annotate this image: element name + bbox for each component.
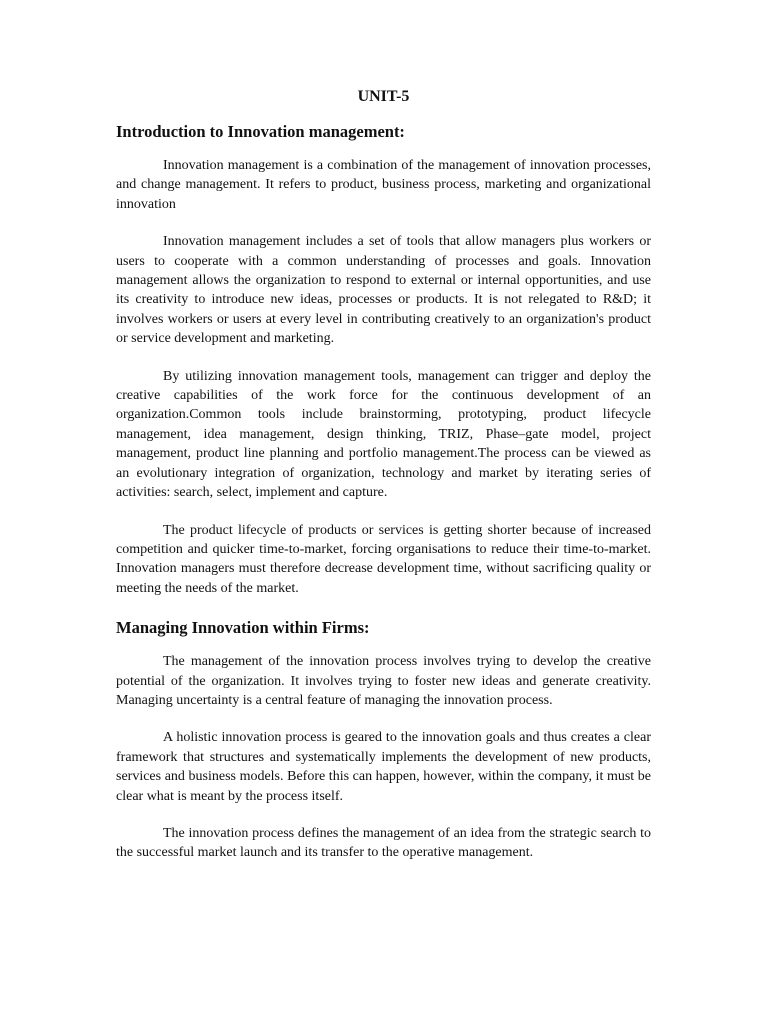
paragraph: By utilizing innovation management tools, management can trigger and deploy the creative capabilities of the work force for the continuous development of an organization.Common tools include brainstorming, prototyping, product lifecycle management, idea management, design thinking, TRIZ, Phase–gate model, project management, product line planning and portfolio management.The process can be viewed as an evolutionary integration of organization, technology and market by iterating series of activities: search, select, implement and capture. bbox=[116, 368, 651, 501]
document-page bbox=[116, 86, 651, 881]
paragraph: A holistic innovation process is geared to the innovation goals and thus creates a clear framework that structures and systematically implements the development of new products, services and business models. Before this can happen, however, within the company, it must be clear what is meant by the process itself. bbox=[116, 730, 651, 804]
section-heading-introduction: Introduction to Innovation management: bbox=[116, 122, 405, 141]
paragraph: The management of the innovation process involves trying to develop the creative potential of the organization. It involves trying to foster new ideas and generate creativity. Managing uncertainty is a central feature of managing the innovation process. bbox=[116, 654, 651, 708]
paragraph: The product lifecycle of products or services is getting shorter because of increased competition and quicker time-to-market, forcing organisations to reduce their time-to-market. Innovation managers must therefore decrease development time, without sacrificing quality or meeting the needs of the market. bbox=[116, 522, 651, 596]
unit-title: UNIT-5 bbox=[357, 88, 410, 105]
paragraph: Innovation management includes a set of tools that allow managers plus workers or users to cooperate with a common understanding of processes and goals. Innovation management allows the organization to respond to external or internal opportunities, and use its creativity to introduce new ideas, processes or products. It is not relegated to R&D; it involves workers or users at every level in contributing creatively to an organization's product or service development and marketing. bbox=[116, 234, 651, 347]
section-heading-managing-innovation: Managing Innovation within Firms: bbox=[116, 618, 370, 638]
section-managing-innovation bbox=[116, 616, 651, 863]
paragraph: The innovation process defines the management of an idea from the strategic search to the successful market launch and its transfer to the operative management. bbox=[116, 825, 651, 861]
paragraph: Innovation management is a combination of the management of innovation processes, and change management. It refers to product, business process, marketing and organizational innovation bbox=[116, 158, 651, 212]
section-introduction bbox=[116, 120, 651, 598]
